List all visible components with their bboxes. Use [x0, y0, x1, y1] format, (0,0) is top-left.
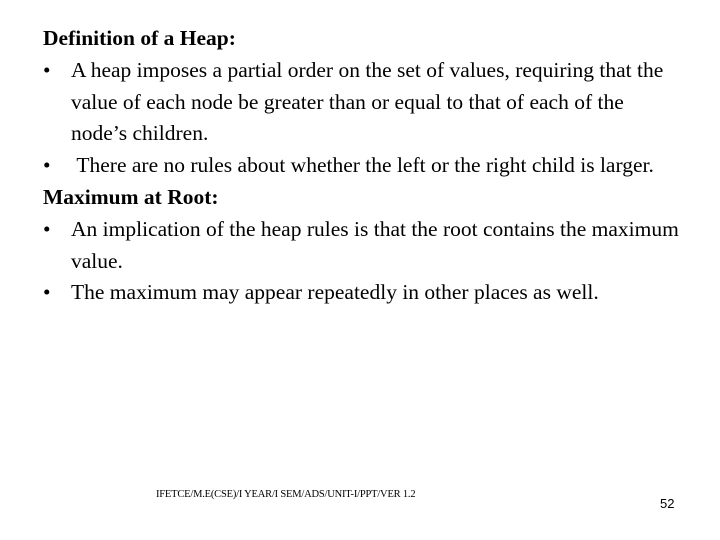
- maximum-bullet-list: [43, 214, 683, 309]
- definition-bullet-list: [43, 55, 683, 182]
- page-number: 52: [660, 496, 675, 511]
- bullet-icon: •: [43, 57, 51, 82]
- bullet-icon: •: [43, 280, 51, 305]
- section-heading-maximum: Maximum at Root:: [43, 184, 219, 209]
- list-item: [43, 55, 683, 150]
- list-item: [43, 277, 683, 309]
- bullet-icon: •: [43, 216, 51, 241]
- bullet-text: There are no rules about whether the left or the right child is larger.: [71, 153, 654, 178]
- list-item: [43, 214, 683, 278]
- bullet-text: A heap imposes a partial order on the set of values, requiring that the value of each node be greater than or equal to that of each of the node’s children.: [71, 57, 664, 146]
- footer-text: IFETCE/M.E(CSE)/I YEAR/I SEM/ADS/UNIT-I/PPT/VER 1.2: [156, 489, 416, 500]
- bullet-text: The maximum may appear repeatedly in other places as well.: [71, 280, 599, 305]
- list-item: [43, 150, 683, 182]
- section-heading-definition: Definition of a Heap:: [43, 26, 236, 50]
- bullet-text: An implication of the heap rules is that the root contains the maximum value.: [71, 216, 679, 273]
- slide-body: [43, 23, 683, 309]
- bullet-icon: •: [43, 153, 51, 178]
